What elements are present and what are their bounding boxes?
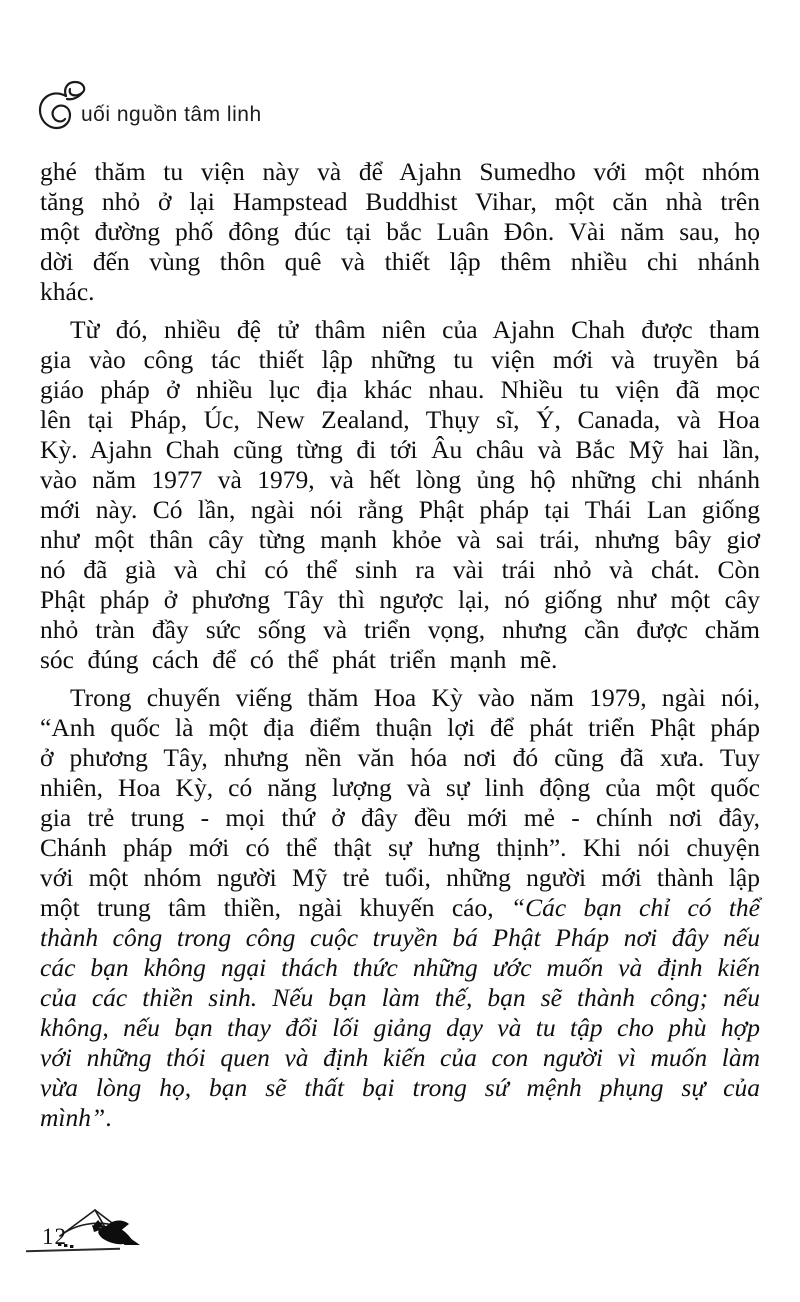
page-footer (0, 1200, 300, 1260)
body-paragraph (40, 683, 760, 1133)
running-header (38, 80, 262, 133)
page-number: 12 (42, 1224, 67, 1249)
paragraph-text: Trong chuyến viếng thăm Hoa Kỳ vào năm 1979, ngài nói, “Anh quốc là một địa điểm thuận lợi để phát triển Phật pháp ở phương Tây, nhưng nền văn hóa nơi đó cũng đã xưa. Tuy nhiên, Hoa Kỳ, có năng lượng và sự linh động của một quốc gia trẻ trung - mọi thứ ở đây đều mới mẻ - chính nơi đây, Chánh pháp mới có thể thật sự hưng thịnh”. Khi nói chuyện với một nhóm người Mỹ trẻ tuổi, những người mới thành lập một trung tâm thiền, ngài khuyến cáo, (40, 683, 760, 922)
quoted-italic-text: “Các bạn chỉ có thể thành công trong công cuộc truyền bá Phật Pháp nơi đây nếu các bạn không ngại thách thức những ước muốn và định kiến của các thiền sinh. Nếu bạn làm thế, bạn sẽ thành công; nếu không, nếu bạn thay đổi lối giảng dạy và tu tập cho phù hợp với những thói quen và định kiến của con người vì muốn làm vừa lòng họ, bạn sẽ thất bại trong sứ mệnh phụng sự của mình” (40, 893, 760, 1132)
page-body (40, 157, 760, 1133)
body-paragraph (40, 315, 760, 675)
paragraph-text: Từ đó, nhiều đệ tử thâm niên của Ajahn Chah được tham gia vào công tác thiết lập những tu viện mới và truyền bá giáo pháp ở nhiều lục địa khác nhau. Nhiều tu viện đã mọc lên tại Pháp, Úc, New Zealand, Thụy sĩ, Ý, Canada, và Hoa Kỳ. Ajahn Chah cũng từng đi tới Âu châu và Bắc Mỹ hai lần, vào năm 1977 và 1979, và hết lòng ủng hộ những chi nhánh mới này. Có lần, ngài nói rằng Phật pháp tại Thái Lan giống như một thân cây từng mạnh khỏe và sai trái, nhưng bây giơ nó đã già và chỉ có thể sinh ra vài trái nhỏ và chát. Còn Phật pháp ở phương Tây thì ngược lại, nó giống như một cây nhỏ tràn đầy sức sống và triển vọng, nhưng cần được chăm sóc đúng cách để có thể phát triển mạnh mẽ. (40, 315, 760, 674)
paragraph-text: . (105, 1103, 112, 1132)
paragraph-text: ghé thăm tu viện này và để Ajahn Sumedho với một nhóm tăng nhỏ ở lại Hampstead Buddhist Vihar, một căn nhà trên một đường phố đông đúc tại bắc Luân Đôn. Vài năm sau, họ dời đến vùng thôn quê và thiết lập thêm nhiều chi nhánh khác. (40, 157, 760, 306)
body-paragraph (40, 157, 760, 307)
book-title: uối nguồn tâm linh (81, 103, 262, 126)
